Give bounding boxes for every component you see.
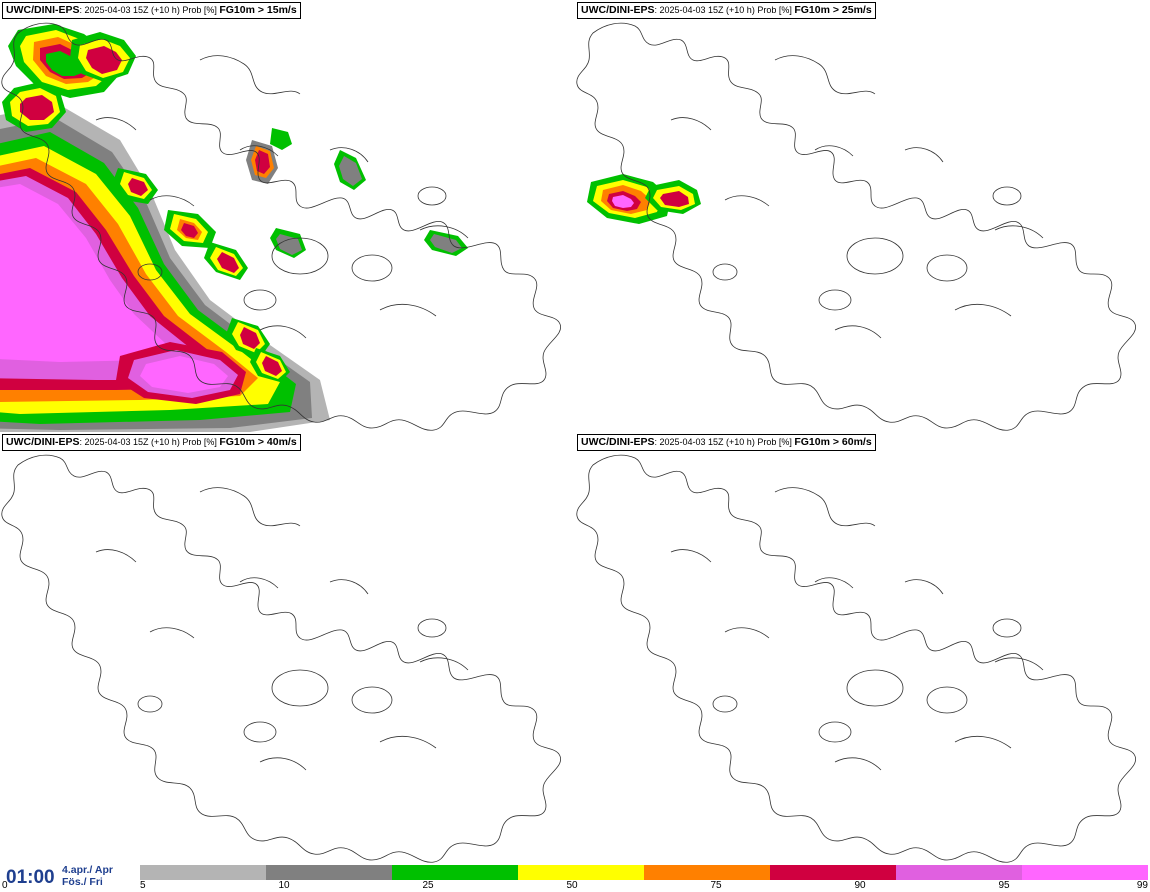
panel-run: : 2025-04-03 15Z (+10 h) Prob [%] xyxy=(79,437,220,447)
probability-shading xyxy=(0,24,468,432)
colorbar-segment-75-90 xyxy=(644,865,770,880)
panel-title-40ms xyxy=(2,434,301,451)
valid-time-box xyxy=(0,864,136,891)
panel-field: FG10m > 60m/s xyxy=(794,436,872,448)
panel-source: UWC/DINI-EPS xyxy=(6,4,80,16)
valid-date: 4.apr./ Apr xyxy=(62,864,113,876)
panel-source: UWC/DINI-EPS xyxy=(581,4,655,16)
colorbar-zero-label: 0 xyxy=(2,880,8,891)
panel-title-60ms xyxy=(577,434,876,451)
colorbar-tick-50: 50 xyxy=(566,880,578,891)
colorbar-tick-25: 25 xyxy=(422,880,434,891)
coastline-outline xyxy=(2,455,561,862)
colorbar-segment-90-95 xyxy=(770,865,896,880)
colorbar-tick-95: 95 xyxy=(998,880,1010,891)
iceland-map-15ms xyxy=(0,0,575,432)
iceland-map-25ms xyxy=(575,0,1150,432)
colorbar-tick-5: 5 xyxy=(140,880,146,891)
colorbar-tick-99: 99 xyxy=(1136,880,1148,891)
panel-title-25ms xyxy=(577,2,876,19)
map-panel-40ms[interactable] xyxy=(0,432,575,864)
colorbar-segment-25-50 xyxy=(392,865,518,880)
panel-run: : 2025-04-03 15Z (+10 h) Prob [%] xyxy=(79,5,220,15)
map-canvas-25ms[interactable] xyxy=(575,0,1150,432)
colorbar-segment-50-75 xyxy=(518,865,644,880)
valid-time: 01:00 xyxy=(6,867,55,888)
colorbar-tick-10: 10 xyxy=(278,880,290,891)
colorbar-segment-95-99 xyxy=(896,865,1022,880)
panel-field: FG10m > 25m/s xyxy=(794,4,872,16)
map-canvas-40ms[interactable] xyxy=(0,432,575,864)
colorbar-tick-90: 90 xyxy=(854,880,866,891)
colorbar-segment-5-10 xyxy=(140,865,266,880)
colorbar xyxy=(140,865,1148,880)
coastline-outline xyxy=(577,455,1136,862)
colorbar-segment-10-25 xyxy=(266,865,392,880)
map-panel-60ms[interactable] xyxy=(575,432,1150,864)
iceland-map-60ms xyxy=(575,432,1150,864)
panel-title-15ms xyxy=(2,2,301,19)
map-canvas-15ms[interactable] xyxy=(0,0,575,432)
colorbar-segment-99 xyxy=(1022,865,1148,880)
colorbar-tick-75: 75 xyxy=(710,880,722,891)
panel-field: FG10m > 40m/s xyxy=(219,436,297,448)
iceland-map-40ms xyxy=(0,432,575,864)
panel-source: UWC/DINI-EPS xyxy=(581,436,655,448)
panel-source: UWC/DINI-EPS xyxy=(6,436,80,448)
panel-run: : 2025-04-03 15Z (+10 h) Prob [%] xyxy=(654,5,795,15)
map-panel-25ms[interactable] xyxy=(575,0,1150,432)
probability-shading xyxy=(587,174,701,224)
colorbar-ticks xyxy=(140,880,1148,892)
map-canvas-60ms[interactable] xyxy=(575,432,1150,864)
valid-weekday: Fös./ Fri xyxy=(62,876,103,888)
map-panel-15ms[interactable] xyxy=(0,0,575,432)
coastline-outline xyxy=(577,23,1136,430)
panel-run: : 2025-04-03 15Z (+10 h) Prob [%] xyxy=(654,437,795,447)
panel-field: FG10m > 15m/s xyxy=(219,4,297,16)
footer-bar xyxy=(0,864,1150,891)
